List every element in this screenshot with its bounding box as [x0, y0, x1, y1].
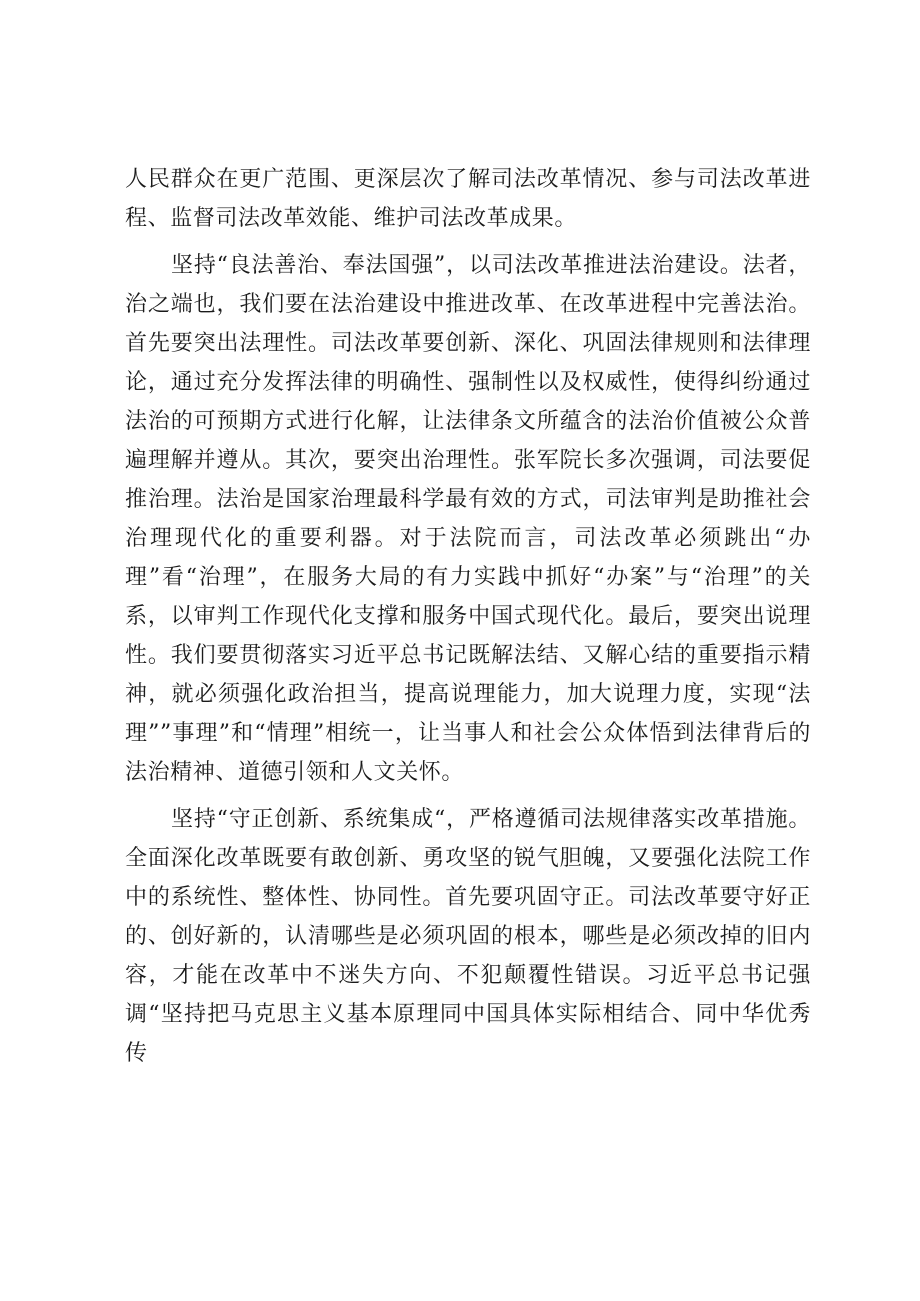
paragraph-1: 人民群众在更广范围、更深层次了解司法改革情况、参与司法改革进程、监督司法改革效能、维护司法改革成果。: [125, 167, 811, 231]
paragraph-3: 坚持“守正创新、系统集成“，严格遵循司法规律落实改革措施。全面深化改革既要有敢创新、勇攻坚的锐气胆魄，又要强化法院工作中的系统性、整体性、协同性。首先要巩固守正。司法改革要守好正的、创好新的，认清哪些是必须巩固的根本，哪些是必须改掉的旧内容，才能在改革中不迷失方向、不犯颠覆性错误。习近平总书记强调“坚持把马克思主义基本原理同中国具体实际相结合、同中华优秀传: [125, 807, 811, 1066]
document-body: [125, 160, 811, 1073]
paragraph-2: 坚持“良法善治、奉法国强”，以司法改革推进法治建设。法者，治之端也，我们要在法治建设中推进改革、在改革进程中完善法治。首先要突出法理性。司法改革要创新、深化、巩固法律规则和法律理论，通过充分发挥法律的明确性、强制性以及权威性，使得纠纷通过法治的可预期方式进行化解，让法律条文所蕴含的法治价值被公众普遍理解并遵从。其次，要突出治理性。张军院长多次强调，司法要促推治理。法治是国家治理最科学最有效的方式，司法审判是助推社会治理现代化的重要利器。对于法院而言，司法改革必须跳出“办理”看“治理”，在服务大局的有力实践中抓好“办案”与“治理”的关系，以审判工作现代化支撑和服务中国式现代化。最后，要突出说理性。我们要贯彻落实习近平总书记既解法结、又解心结的重要指示精神，就必须强化政治担当，提高说理能力，加大说理力度，实现“法理””事理”和“情理”相统一，让当事人和社会公众体悟到法律背后的法治精神、道德引领和人文关怀。: [125, 253, 811, 785]
